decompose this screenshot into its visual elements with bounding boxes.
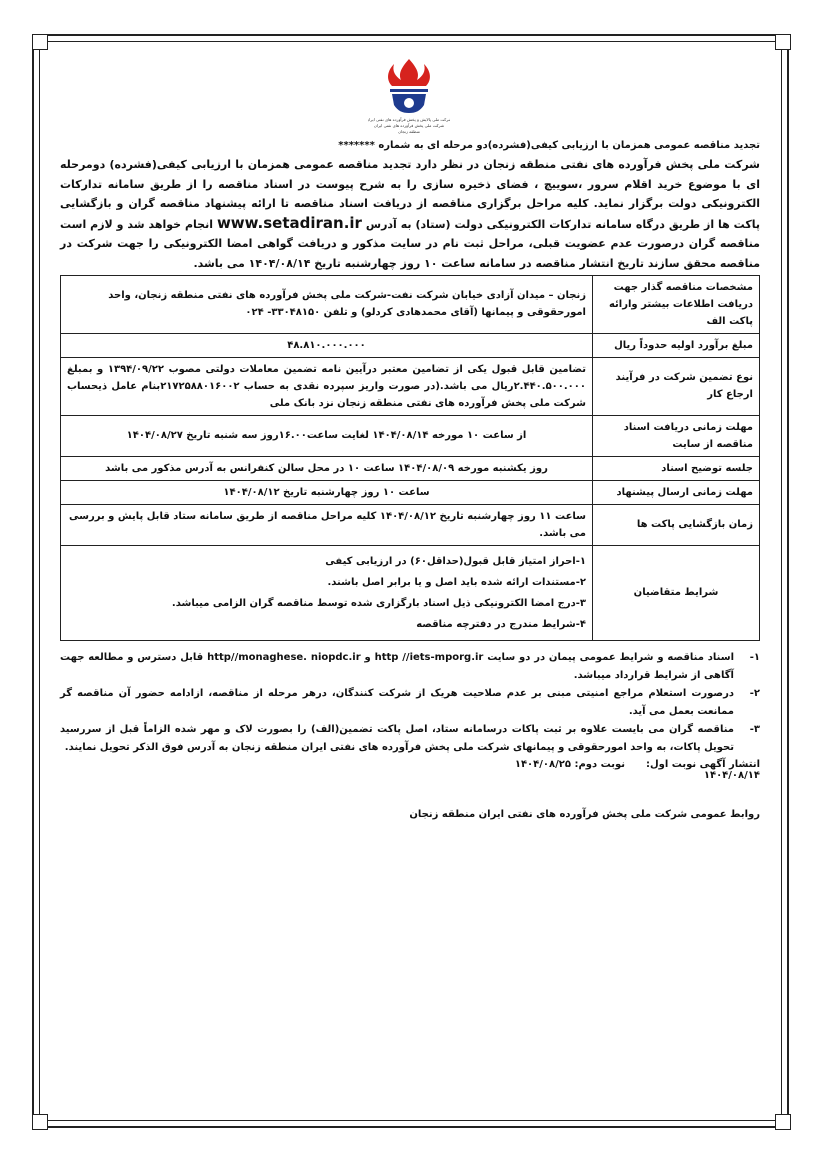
- conditions-label: شرایط متقاضیان: [593, 545, 760, 640]
- row-label: نوع تضمین شرکت در فرآیند ارجاع کار: [593, 357, 760, 415]
- note-item: [60, 721, 760, 757]
- table-row: [61, 415, 760, 456]
- row-value: زنجان – میدان آزادی خیابان شرکت نفت-شرکت ملی پخش فرآورده های نفتی منطقه زنجان، واحد امورحقوقی و پیمانها (آقای محمدهادی کردلو) و تلفن ۳۳۰۴۸۱۵۰- ۰۲۴: [61, 275, 593, 333]
- note-text-part: و: [364, 651, 371, 663]
- note-item: [60, 649, 760, 685]
- monaghese-link[interactable]: http//monaghese. niopdc.ir: [207, 651, 361, 663]
- row-label: مشخصات مناقصه گذار جهت دریافت اطلاعات بیشتر وارائه پاکت الف: [593, 275, 760, 333]
- second-publication: نوبت دوم: ۱۴۰۴/۰۸/۲۵: [514, 758, 625, 770]
- table-row: [61, 357, 760, 415]
- row-value: از ساعت ۱۰ مورخه ۱۴۰۴/۰۸/۱۴ لغایت ساعت۱۶.۰۰روز سه شنبه تاریخ ۱۴۰۴/۰۸/۲۷: [61, 415, 593, 456]
- note-number: ۱-: [749, 651, 760, 663]
- public-relations-footer: روابط عمومی شرکت ملی پخش فرآورده های نفتی ایران منطقه زنجان: [409, 808, 760, 820]
- intro-text-after: انجام خواهد شد و لازم است مناقصه گران درصورت عدم عضویت قبلی، مراحل ثبت نام در سایت مذکور و دریافت گواهی امضا الکترونیکی را جهت شرکت در مناقصه محقق سازند تاریخ انتشار مناقصه در سامانه ساعت ۱۰ روز چهارشنبه تاریخ ۱۴۰۴/۰۸/۱۴ می باشد.: [60, 217, 760, 270]
- publication-dates: [60, 759, 760, 781]
- row-label: مهلت زمانی ارسال پیشنهاد: [593, 480, 760, 504]
- note-text: درصورت استعلام مراجع امنیتی مبنی بر عدم صلاحیت هریک از شرکت کنندگان، درهر مرحله از مناقصه، ازادامه حضور آن مناقصه گر ممانعت بعمل می آید.: [60, 687, 734, 717]
- note-text: [60, 649, 734, 685]
- row-value: ساعت ۱۱ روز چهارشنبه تاریخ ۱۴۰۴/۰۸/۱۲ کلیه مراحل مناقصه از طریق سامانه ستاد قابل پایش و بررسی می باشد.: [61, 504, 593, 545]
- tender-title: تجدید مناقصه عمومی همزمان با ارزیابی کیفی(فشرده)دو مرحله ای به شماره *******: [338, 140, 760, 151]
- condition-item: ۳-درج امضا الکترونیکی ذیل اسناد بارگزاری شده توسط مناقصه گران الزامی میباشد.: [171, 597, 586, 609]
- row-value: ۴۸.۸۱۰.۰۰۰.۰۰۰: [61, 333, 593, 357]
- note-text: مناقصه گران می بایست علاوه بر ثبت پاکات درسامانه ستاد، اصل پاکت تضمین(الف) را بصورت لاک و مهر شده الزاماً قبل از سررسید تحویل پاکات، به واحد امورحقوقی و پیمانهای شرکت ملی پخش فرآورده های نفتی ایران منطقه زنجان به آدرس فوق الذکر تحویل نمایند.: [60, 723, 734, 753]
- frame-corner: [32, 34, 48, 50]
- setadiran-link[interactable]: www.setadiran.ir: [216, 213, 362, 232]
- condition-item: ۲-مستندات ارائه شده باید اصل و یا برابر اصل باشند.: [327, 576, 586, 588]
- table-row: [61, 333, 760, 357]
- note-text-part: قابل دسترس و مطالعه جهت آگاهی از شرایط قرارداد میباشد.: [60, 651, 734, 681]
- row-label: مهلت زمانی دریافت اسناد مناقصه از سایت: [593, 415, 760, 456]
- row-value: ساعت ۱۰ روز چهارشنبه تاریخ ۱۴۰۴/۰۸/۱۲: [61, 480, 593, 504]
- tender-spec-table: [60, 275, 760, 641]
- note-number: ۳-: [749, 723, 760, 735]
- logo-caption-line-2: شرکت ملی پخش فرآورده های نفتی ایران: [373, 123, 445, 128]
- row-label: مبلغ برآورد اولیه حدوداً ریال: [593, 333, 760, 357]
- row-label: زمان بازگشایی پاکت ها: [593, 504, 760, 545]
- frame-corner: [775, 1114, 791, 1130]
- row-label: جلسه توضیح اسناد: [593, 456, 760, 480]
- row-value: روز یکشنبه مورخه ۱۴۰۴/۰۸/۰۹ ساعت ۱۰ در محل سالن کنفرانس به آدرس مذکور می باشد: [61, 456, 593, 480]
- notes-list: [60, 649, 760, 757]
- table-row: [61, 275, 760, 333]
- intro-text: شرکت ملی پخش فرآورده های نفتی منطقه زنجان در نظر دارد تجدید مناقصه عمومی همزمان با ارزیابی کیفی(فشرده) دومرحله ای با موضوع خرید اقلام سرور ،سوییچ ، فضای ذخیره سازی را به شرح پیوست در اسناد مناقصه را از طریق سامانه تدارکات الکترونیکی دولت برگزار نماید. کلیه مراحل برگزاری مناقصه از دریافت اسناد مناقصه تا ارائه پیشنهاد مناقصه گران و بازگشایی پاکت ها از طریق درگاه سامانه تدارکات الکترونیکی دولت (ستاد) به آدرس: [60, 158, 760, 231]
- intro-paragraph: [60, 155, 760, 274]
- logo-caption-line-1: شرکت ملی پالایش و پخش فرآورده های نفتی ایران: [368, 117, 450, 122]
- condition-item: ۴-شرایط مندرج در دفترچه مناقصه: [416, 618, 586, 630]
- note-number: ۲-: [749, 687, 760, 699]
- table-row: [61, 545, 760, 640]
- first-publication: انتشار آگهی نوبت اول: ۱۴۰۴/۰۸/۱۴: [645, 758, 760, 781]
- flame-logo-icon: [368, 55, 450, 150]
- table-row: [61, 456, 760, 480]
- note-text-part: اسناد مناقصه و شرایط عمومی پیمان در دو سایت: [487, 651, 735, 663]
- row-value: تضامین قابل قبول یکی از تضامین معتبر درآیین نامه تضمین معاملات دولتی مصوب ۱۳۹۴/۰۹/۲۲ و بمبلغ ۲.۴۴۰.۵۰۰.۰۰۰ریال می باشد.(در صورت واریز سپرده نقدی به حساب ۲۱۷۲۵۸۸۰۱۶۰۰۲بنام عامل ذیحساب شرکت ملی پخش فرآورده های نفتی منطقه زنجان نزد بانک ملی: [61, 357, 593, 415]
- condition-item: ۱-احراز امتیاز قابل قبول(حداقل۶۰) در ارزیابی کیفی: [325, 555, 586, 567]
- note-item: [60, 685, 760, 721]
- logo-caption-line-3: منطقه زنجان: [398, 129, 420, 134]
- frame-corner: [775, 34, 791, 50]
- frame-corner: [32, 1114, 48, 1130]
- company-logo: [368, 55, 450, 150]
- table-row: [61, 504, 760, 545]
- iets-mporg-link[interactable]: http //iets-mporg.ir: [374, 651, 484, 663]
- conditions-list: [61, 545, 593, 640]
- tender-document: [60, 140, 760, 820]
- table-row: [61, 480, 760, 504]
